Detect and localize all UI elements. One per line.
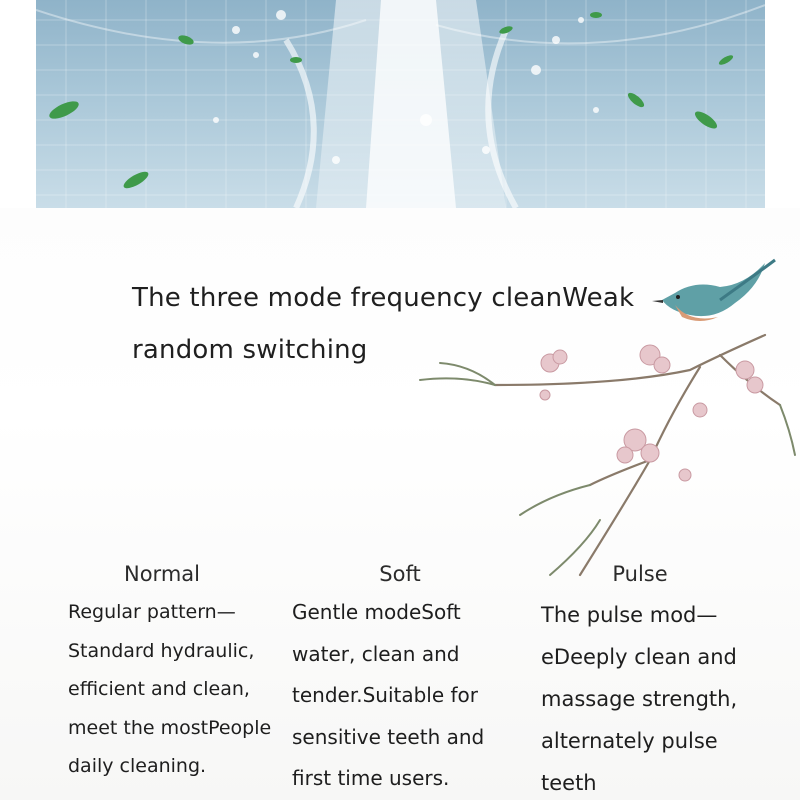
description-line: first time users. <box>292 766 450 790</box>
description-line: teeth <box>541 771 597 795</box>
description-line: daily cleaning. <box>68 755 207 777</box>
description-line: sensitive teeth and <box>292 724 485 749</box>
mode-title-normal: Normal <box>124 562 200 586</box>
mode-description-normal <box>68 593 278 786</box>
description-line: massage strength, <box>541 687 738 711</box>
bird-on-blossom-branch-icon <box>400 245 800 605</box>
bird-shape <box>652 260 775 321</box>
description-line: water, clean and <box>292 641 460 666</box>
hero-water-image <box>36 0 765 208</box>
description-line: Regular pattern— <box>68 601 236 623</box>
water-splash-icon <box>36 0 765 208</box>
mode-description-pulse <box>541 594 761 804</box>
description-line: Gentle modeSoft <box>292 600 461 624</box>
description-line: alternately pulse <box>541 729 718 753</box>
description-line: eDeeply clean and <box>541 645 737 669</box>
description-line: meet the mostPeople <box>68 716 272 739</box>
description-line: tender.Suitable for <box>292 683 479 707</box>
description-line: Standard hydraulic, <box>68 639 255 662</box>
mode-title-soft: Soft <box>379 562 421 586</box>
headline-line: The three mode frequency cleanWeak <box>132 283 635 313</box>
description-line: efficient and clean, <box>68 678 250 700</box>
mode-title-pulse: Pulse <box>612 562 668 586</box>
mode-description-soft <box>292 592 497 800</box>
description-line: The pulse mod— <box>541 603 718 627</box>
headline-line: random switching <box>132 335 368 365</box>
